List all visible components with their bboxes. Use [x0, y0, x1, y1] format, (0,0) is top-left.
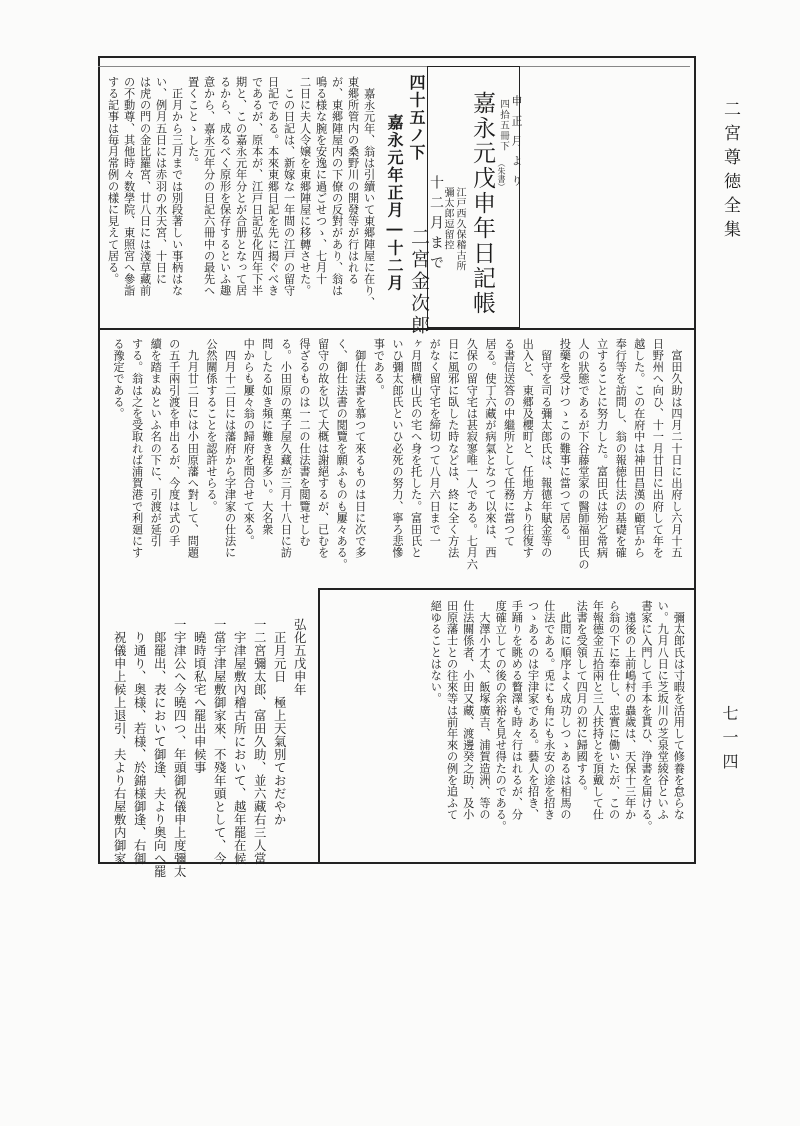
text-column: 二日に夫人令嬢を東郷陣屋に移轉させた。 [298, 76, 312, 297]
inner-frame-top [98, 66, 690, 67]
text-column: 中からも屢々翁の歸府を問合せて來る。 [242, 338, 256, 547]
journal-line: 一二宮彌太郎、富田久助、並六藏右三人當 [252, 618, 268, 865]
section-heading [382, 74, 428, 324]
vertical-divider-lower [318, 588, 320, 864]
text-column: 富田久助は四月二十日に出府し六月十五 [669, 338, 683, 559]
text-column: 出入と、東郷及櫻町と、任地方より往復す [521, 338, 535, 559]
range-to: 十二月まで [428, 175, 444, 275]
horizontal-divider-lower [318, 588, 696, 590]
journal-line: 弘化五戊申年 [292, 618, 308, 696]
range-from: 申正月より [510, 95, 523, 195]
text-column: 事である。 [372, 338, 386, 396]
text-column: 仕法關係者、小田又藏、渡邊癸之助、及小 [461, 600, 475, 821]
journal-line: 宇津屋敷內稽古所において、越年罷在候 [232, 618, 248, 865]
text-column: つゝあるのは宇津家である。藝人を招き、 [526, 600, 540, 821]
place-line-1: 江戸西久保稽古所 [454, 187, 465, 271]
text-column: 嘉永元年、翁は引續いて東郷陣屋に在り、 [362, 76, 376, 308]
text-column: 留守を司る彌太郎氏は、報德年賦金等の [539, 338, 553, 559]
text-column: であるが、原本が、江戸日記弘化四年下半 [250, 76, 264, 297]
text-column: 彌太郎氏は寸暇を活用して修養を怠らな [672, 600, 686, 821]
text-column: 置くことゝした。 [186, 76, 200, 169]
bracket-note: （朱書） [497, 159, 506, 191]
author-name: 二宮金次郎 [408, 227, 430, 337]
text-column: が、東郷陣屋内の下僚の反對があり、翁は [330, 76, 344, 297]
text-column: 絕ゆることはない。 [429, 600, 443, 705]
horizontal-divider [98, 328, 696, 330]
text-column: 期と、この嘉永元年分とが合册となって居 [234, 76, 248, 297]
text-column: 御仕法書を慕つて來るものは日に次で多 [353, 338, 367, 559]
text-column: 公然關係することを認許せらる。 [204, 338, 218, 512]
text-column: 四月十二日には藩府から字津家の仕法に [223, 338, 237, 559]
text-column: の不動尊、其他時々数學院、東照宮へ參詣 [122, 76, 136, 297]
journal-line: 一當宇津屋敷御家來、不殘年頭として、今 [212, 618, 228, 865]
text-column: い。九月八日に芝坂川の芝泉堂綾谷といふ [656, 600, 670, 821]
journal-line: り通り、奥様、若様、於錦様御逢、右御 [132, 618, 148, 865]
text-column: 九月廿二日には小田原藩へ對して、問題 [186, 338, 200, 559]
book-title: 二宮尊徳全集 [720, 100, 740, 244]
text-column: 正月から三月までは別段著しい事柄はな [170, 76, 184, 297]
text-column: 法書を受領して四月の初に歸國する。 [575, 600, 589, 798]
text-column: ヶ月間横山氏の宅へ身を托した。富田氏と [409, 338, 423, 559]
text-column: る。小田原の菓子屋久藏が三月十八日に訪 [279, 338, 293, 559]
text-column: 大澤小才太、飯塚廣吉、浦賀造洲、等の [477, 600, 491, 821]
text-column: する記事は毎月常例の樣に見えて居る。 [106, 76, 120, 285]
text-column: い、例月五日には赤羽の水天宮、十日に [154, 76, 168, 285]
text-column: 手踊りを眺める贅澤も時々行はれるが、分 [510, 600, 524, 821]
text-column: 年報德金五拾兩と三人扶持とを頂戴して仕 [591, 600, 605, 821]
text-column: この日記は、新嫁な一年間の江戸の留守 [282, 76, 296, 297]
text-column: 人の狀態であるが下谷藤堂家の醫師福田氏の [576, 338, 590, 570]
text-column: 書家に入門して手本を貰ひ、浄書を届ける。 [639, 600, 653, 832]
text-column: 東郷所管内の桑野川の開發等が行はれる [346, 76, 360, 285]
text-column: 奉行等を訪問し、翁の報徳仕法の基礎を確 [614, 338, 628, 559]
text-column: 日記である。本來東郷日記を先に揭ぐべき [266, 76, 280, 297]
middle-paragraph [106, 338, 688, 582]
text-column: るから、成るべく原形を保存するといふ趣 [218, 76, 232, 297]
section-number: 四十五ノ下 [407, 74, 426, 162]
text-column: 度確立しての後の余裕を見せ得たのである。 [494, 600, 508, 832]
place-line-2: 彌太郎逗留控 [442, 187, 453, 250]
lower-right-paragraph [426, 600, 688, 858]
page-number: 七一四 [720, 705, 739, 777]
journal-line: 一宇津公へ今曉四つ、年頭御祝儀申上度彌太 [172, 618, 188, 878]
text-column: 意から、嘉永元年分の日記六冊中の最先へ [202, 76, 216, 297]
volume-code: 四拾五冊下 [498, 99, 509, 152]
text-column: る豫定である。 [111, 338, 125, 420]
text-column: 越した。この在府中は神田昌漢の顧官から [632, 338, 646, 559]
text-column: 仕法である。兎にも角にも永安の途を招き [542, 600, 556, 821]
text-column: する。翁は之を受取れば浦賀港で利廻にす [130, 338, 144, 559]
main-title: 嘉永元戊申年日記帳 [469, 91, 495, 316]
text-column: 得ざるものは一二の仕法書を閲覽せしむ [297, 338, 311, 547]
text-column: 問したる如き頻に難き程多い。大名衆 [260, 338, 274, 536]
journal-line: 祝儀申上候上退引、夫より右屋敷内御家 [112, 618, 128, 865]
text-column: く、御仕法書の閲覽を願ふものも屢々ある。 [335, 338, 349, 570]
text-column: 續を踏まぬといふ名の下に、引渡が延引 [149, 338, 163, 547]
text-column: 日野州へ向ひ、十一月廿日に出府して年を [651, 338, 665, 559]
text-column: 居る。使丁六藏が病氣となつて以來は、西 [483, 338, 497, 559]
text-column: の五千兩引渡を申出るが、今度は式の手 [167, 338, 181, 547]
text-column: がなく留守宅を締切つて八月六日まで一 [428, 338, 442, 547]
text-column: 鳴る様な腕を安逸に過ごせつゝ、七月十 [314, 76, 328, 285]
text-column: いひ彌太郎氏といひ必死の努力、寧ろ悲慘 [390, 338, 404, 559]
text-column: 久保の留守宅は甚寂寥唯一人である。七月六 [465, 338, 479, 570]
journal-line: 曉時頃私宅へ罷出申候事 [192, 618, 208, 774]
text-column: 日に風邪に臥した時などは、終に全く方法 [446, 338, 460, 559]
text-column: 遠後の上前嶋村の蟲歲は、天保十三年か [623, 600, 637, 821]
text-column: 此間に順序よく成功しつゝあるは相馬の [558, 600, 572, 821]
journal-entries [108, 618, 312, 878]
text-column: ら翁の下に奉仕し、忠實に働いたが、この [607, 600, 621, 821]
text-column: る書信送答の中繼所として任務に當つて [502, 338, 516, 547]
text-column: 投藥を受けつゝこの難事に當つて居る。 [558, 338, 572, 547]
text-column: は虎の門の金比羅宮、廿八日には淺草藏前 [138, 76, 152, 297]
section-date-range: 嘉永元年正月―十二月 [385, 114, 404, 292]
text-column: 立することに努力した。富田氏は殆ど常病 [595, 338, 609, 559]
text-column: 留守の故を以て大概は謝絕するが、已むを [316, 338, 330, 559]
intro-paragraph [106, 76, 378, 324]
text-column: 田原藩士との往來等は前年來の例を追ふて [445, 600, 459, 821]
journal-line: 正月元日 極上天氣別ておだやか [272, 618, 288, 826]
journal-line: 郞罷出、表において御逢、夫より奥向へ罷 [152, 618, 168, 878]
